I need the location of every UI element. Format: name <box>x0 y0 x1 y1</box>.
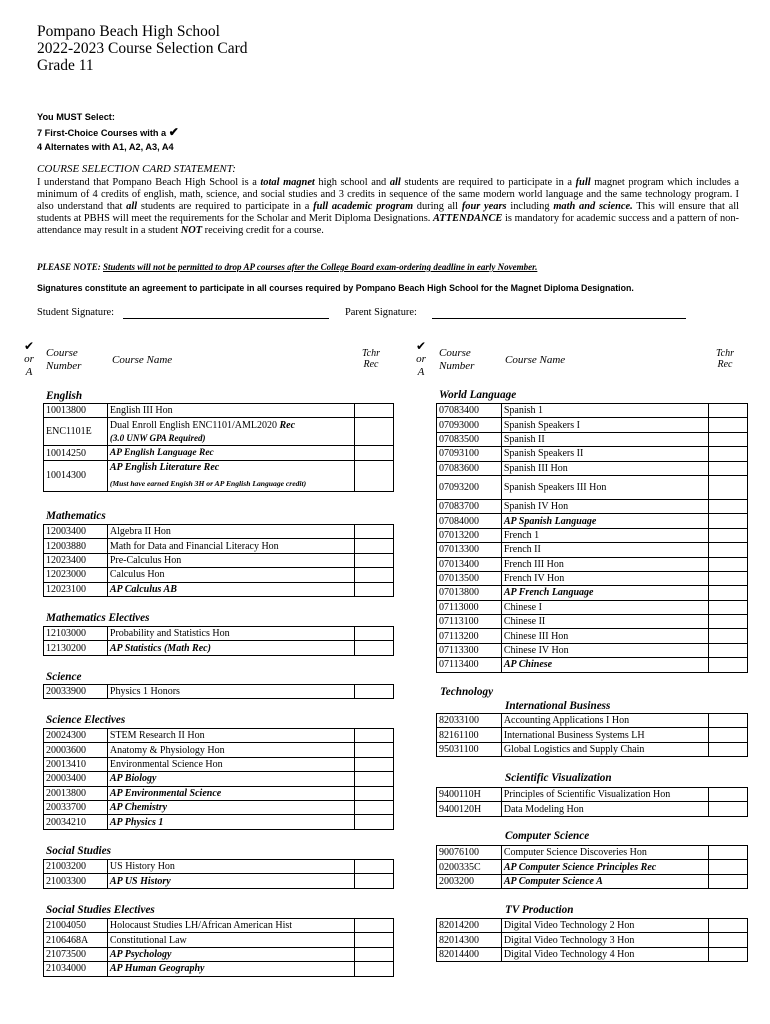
tchr-rec-cell[interactable] <box>355 539 394 553</box>
course-name: AP US History <box>107 874 354 888</box>
course-name: Data Modeling Hon <box>501 802 709 816</box>
course-name: Digital Video Technology 4 Hon <box>501 947 708 961</box>
table-row[interactable] <box>44 947 394 961</box>
tchr-rec-cell[interactable] <box>355 568 394 582</box>
course-name: AP Computer Science A <box>501 874 709 888</box>
course-number: 20013800 <box>44 786 108 800</box>
course-number: 82033100 <box>437 714 502 728</box>
first-choice-line: 7 First-Choice Courses with a ✔ <box>37 124 179 139</box>
course-number: 82014300 <box>437 933 502 947</box>
student-signature-line[interactable] <box>123 318 329 319</box>
tchr-rec-cell[interactable] <box>709 600 748 614</box>
tchr-rec-cell[interactable] <box>355 729 394 743</box>
table-row[interactable] <box>437 714 748 728</box>
course-number: 12130200 <box>44 641 108 655</box>
course-number: 0200335C <box>437 860 502 874</box>
left-check-header: ✔ or A <box>23 339 35 378</box>
course-name: Digital Video Technology 2 Hon <box>501 919 708 933</box>
tchr-rec-cell[interactable] <box>355 933 394 947</box>
table-row[interactable] <box>437 418 748 432</box>
table-row[interactable] <box>44 800 394 814</box>
table-row[interactable] <box>44 460 394 491</box>
tchr-rec-cell[interactable] <box>709 418 748 432</box>
please-note: PLEASE NOTE: Students will not be permitted to drop AP courses after the College Board exam-ordering deadline in early November. <box>37 262 538 272</box>
course-number: 07113200 <box>437 629 502 643</box>
tchr-rec-cell[interactable] <box>709 447 748 461</box>
course-number: 12003880 <box>44 539 108 553</box>
table-row[interactable] <box>44 815 394 829</box>
table-row[interactable] <box>437 571 748 585</box>
tchr-rec-cell[interactable] <box>709 475 748 499</box>
course-number: 07084000 <box>437 514 502 528</box>
course-number: 90076100 <box>437 846 502 860</box>
table-row[interactable] <box>437 742 748 756</box>
table-row[interactable] <box>437 846 748 860</box>
left-course-number-header: Course Number <box>46 347 82 372</box>
course-number: 2003200 <box>437 874 502 888</box>
social-studies-table <box>43 859 394 889</box>
course-name: Holocaust Studies LH/African American Hist <box>107 919 354 933</box>
tchr-rec-cell[interactable] <box>709 742 748 756</box>
course-name: AP Biology <box>107 772 354 786</box>
course-name: Environmental Science Hon <box>107 757 354 771</box>
tchr-rec-cell[interactable] <box>355 553 394 567</box>
tchr-rec-cell[interactable] <box>355 919 394 933</box>
course-name: US History Hon <box>107 860 354 874</box>
section-english: English <box>46 390 83 402</box>
computer-science-table <box>436 845 748 889</box>
section-math-electives: Mathematics Electives <box>46 612 150 624</box>
tchr-rec-cell[interactable] <box>355 404 394 418</box>
tchr-rec-cell[interactable] <box>355 772 394 786</box>
tchr-rec-cell[interactable] <box>355 860 394 874</box>
table-row[interactable] <box>437 860 748 874</box>
table-row[interactable] <box>437 947 748 961</box>
course-number: 07013800 <box>437 586 502 600</box>
table-row[interactable] <box>437 557 748 571</box>
table-row[interactable] <box>44 641 394 655</box>
tchr-rec-cell[interactable] <box>709 557 748 571</box>
course-name: AP Chinese <box>501 658 708 672</box>
course-number: 07083700 <box>437 499 502 513</box>
tchr-rec-cell[interactable] <box>709 714 748 728</box>
grade-label: Grade 11 <box>37 57 94 74</box>
table-row[interactable] <box>44 860 394 874</box>
tv-production-table <box>436 918 748 962</box>
table-row[interactable] <box>437 586 748 600</box>
tchr-rec-cell[interactable] <box>355 874 394 888</box>
table-row[interactable] <box>44 446 394 460</box>
course-number: 21003300 <box>44 874 108 888</box>
course-name: STEM Research II Hon <box>107 729 354 743</box>
tchr-rec-cell[interactable] <box>355 582 394 596</box>
table-row[interactable] <box>437 600 748 614</box>
check-icon: ✔ <box>415 339 427 353</box>
table-row[interactable] <box>437 658 748 672</box>
course-number: 12023400 <box>44 553 108 567</box>
school-name: Pompano Beach High School <box>37 23 220 40</box>
course-number: ENC1101E <box>44 418 108 446</box>
course-name: Chinese III Hon <box>501 629 708 643</box>
tchr-rec-cell[interactable] <box>709 802 748 816</box>
course-name: Global Logistics and Supply Chain <box>501 742 708 756</box>
course-name: Physics 1 Honors <box>107 685 354 699</box>
tchr-rec-cell[interactable] <box>709 543 748 557</box>
course-name: Chinese IV Hon <box>501 643 708 657</box>
section-mathematics: Mathematics <box>46 510 106 522</box>
table-row[interactable] <box>44 418 394 446</box>
tchr-rec-cell[interactable] <box>709 432 748 446</box>
tchr-rec-cell[interactable] <box>355 460 394 491</box>
course-name: Digital Video Technology 3 Hon <box>501 933 708 947</box>
tchr-rec-cell[interactable] <box>709 615 748 629</box>
course-name: French III Hon <box>501 557 708 571</box>
tchr-rec-cell[interactable] <box>709 514 748 528</box>
course-number: 10014250 <box>44 446 108 460</box>
tchr-rec-cell[interactable] <box>709 658 748 672</box>
title-block <box>37 23 248 74</box>
course-number: 07113400 <box>437 658 502 672</box>
tchr-rec-cell[interactable] <box>709 947 748 961</box>
course-number: 20034210 <box>44 815 108 829</box>
course-name: AP Environmental Science <box>107 786 354 800</box>
tchr-rec-cell[interactable] <box>355 815 394 829</box>
table-row[interactable] <box>437 643 748 657</box>
course-number: 21004050 <box>44 919 108 933</box>
course-name: AP Calculus AB <box>107 582 354 596</box>
course-name: AP Chemistry <box>107 800 354 814</box>
check-icon: ✔ <box>23 339 35 353</box>
section-science-electives: Science Electives <box>46 714 126 726</box>
course-number: 07113100 <box>437 615 502 629</box>
tchr-rec-cell[interactable] <box>709 643 748 657</box>
tchr-rec-cell[interactable] <box>709 629 748 643</box>
course-name: Anatomy & Physiology Hon <box>107 743 354 757</box>
course-name: French 1 <box>501 528 708 542</box>
course-number: 07013300 <box>437 543 502 557</box>
course-number: 07093100 <box>437 447 502 461</box>
tchr-rec-cell[interactable] <box>709 586 748 600</box>
course-name: International Business Systems LH <box>501 728 708 742</box>
right-course-name-header: Course Name <box>505 354 566 366</box>
tchr-rec-cell[interactable] <box>355 786 394 800</box>
table-row[interactable] <box>437 728 748 742</box>
table-row[interactable] <box>437 933 748 947</box>
course-number: 20024300 <box>44 729 108 743</box>
course-name: Spanish III Hon <box>501 461 708 475</box>
course-number: 9400120H <box>437 802 502 816</box>
course-number: 20033700 <box>44 800 108 814</box>
course-number: 95031100 <box>437 742 502 756</box>
course-number: 10013800 <box>44 404 108 418</box>
selection-instructions <box>37 110 179 155</box>
tchr-rec-cell[interactable] <box>709 499 748 513</box>
table-row[interactable] <box>437 475 748 499</box>
course-name: Constitutional Law <box>107 933 354 947</box>
course-number: 12023100 <box>44 582 108 596</box>
tchr-rec-cell[interactable] <box>355 627 394 641</box>
table-row[interactable] <box>44 933 394 947</box>
table-row[interactable] <box>44 568 394 582</box>
table-row[interactable] <box>44 553 394 567</box>
course-name: Spanish II <box>501 432 708 446</box>
tchr-rec-cell[interactable] <box>355 525 394 539</box>
course-name: AP English Language Rec <box>107 446 355 460</box>
agreement-text: Signatures constitute an agreement to participate in all courses required by Pompano Beach High School for the Magnet Diploma Designation. <box>37 283 634 293</box>
course-number: 82014200 <box>437 919 502 933</box>
tchr-rec-cell[interactable] <box>709 528 748 542</box>
course-number: 10014300 <box>44 460 108 491</box>
table-row[interactable] <box>437 788 748 802</box>
student-signature-label: Student Signature: <box>37 307 115 318</box>
course-number: 07013500 <box>437 571 502 585</box>
parent-signature-label: Parent Signature: <box>345 307 417 318</box>
tchr-rec-cell[interactable] <box>709 860 748 874</box>
table-row[interactable] <box>437 528 748 542</box>
sci-vis-table <box>436 787 748 817</box>
table-row[interactable] <box>437 432 748 446</box>
table-row[interactable] <box>44 874 394 888</box>
table-row[interactable] <box>437 499 748 513</box>
course-number: 82161100 <box>437 728 502 742</box>
table-row[interactable] <box>437 615 748 629</box>
course-number: 2106468A <box>44 933 108 947</box>
tchr-rec-cell[interactable] <box>355 418 394 446</box>
table-row[interactable] <box>437 874 748 888</box>
must-select: You MUST Select: <box>37 112 115 122</box>
left-course-name-header: Course Name <box>112 354 173 366</box>
course-name: Chinese I <box>501 600 708 614</box>
course-name: AP Physics 1 <box>107 815 354 829</box>
tchr-rec-cell[interactable] <box>709 404 748 418</box>
checkmark-icon: ✔ <box>168 124 179 139</box>
tchr-rec-cell[interactable] <box>355 446 394 460</box>
course-name: AP French Language <box>501 586 708 600</box>
course-name: Spanish Speakers II <box>501 447 708 461</box>
table-row[interactable] <box>437 629 748 643</box>
right-tchr-rec-header: Tchr Rec <box>716 348 734 370</box>
tchr-rec-cell[interactable] <box>355 757 394 771</box>
tchr-rec-cell[interactable] <box>355 962 394 976</box>
course-number: 07113300 <box>437 643 502 657</box>
tchr-rec-cell[interactable] <box>355 800 394 814</box>
right-course-number-header: Course Number <box>439 347 475 372</box>
math-electives-table <box>43 626 394 656</box>
table-row[interactable] <box>44 757 394 771</box>
statement-heading: COURSE SELECTION CARD STATEMENT: <box>37 163 236 175</box>
science-table <box>43 684 394 699</box>
table-row[interactable] <box>44 627 394 641</box>
section-technology: Technology <box>440 686 494 698</box>
right-check-header: ✔ or A <box>415 339 427 378</box>
tchr-rec-cell[interactable] <box>709 728 748 742</box>
table-row[interactable] <box>437 514 748 528</box>
course-number: 07093000 <box>437 418 502 432</box>
card-title: 2022-2023 Course Selection Card <box>37 40 248 57</box>
alternates-line: 4 Alternates with A1, A2, A3, A4 <box>37 142 174 152</box>
left-tchr-rec-header: Tchr Rec <box>362 348 380 370</box>
course-name: Pre-Calculus Hon <box>107 553 354 567</box>
section-scientific-visualization: Scientific Visualization <box>505 772 612 784</box>
tchr-rec-cell[interactable] <box>355 743 394 757</box>
tchr-rec-cell[interactable] <box>355 947 394 961</box>
world-language-table <box>436 403 748 673</box>
course-number: 20003400 <box>44 772 108 786</box>
course-number: 07013400 <box>437 557 502 571</box>
english-table <box>43 403 394 492</box>
science-electives-table <box>43 728 394 830</box>
table-row[interactable] <box>44 582 394 596</box>
math-table <box>43 524 394 597</box>
course-name: AP Human Geography <box>107 962 354 976</box>
section-social-studies: Social Studies <box>46 845 111 857</box>
course-number: 07083400 <box>437 404 502 418</box>
section-world-language: World Language <box>439 389 517 401</box>
course-number: 12003400 <box>44 525 108 539</box>
course-name: Computer Science Discoveries Hon <box>501 846 709 860</box>
tchr-rec-cell[interactable] <box>709 919 748 933</box>
course-name: Chinese II <box>501 615 708 629</box>
course-name: Accounting Applications I Hon <box>501 714 708 728</box>
section-tv-production: TV Production <box>505 904 574 916</box>
section-international-business: International Business <box>505 700 611 712</box>
course-number: 12103000 <box>44 627 108 641</box>
course-name: AP English Literature Rec (Must have earned Engish 3H or AP English Language credit) <box>107 460 355 491</box>
course-name: AP Statistics (Math Rec) <box>107 641 354 655</box>
course-name: Principles of Scientific Visualization Hon <box>501 788 709 802</box>
course-number: 9400110H <box>437 788 502 802</box>
section-computer-science: Computer Science <box>505 830 590 842</box>
table-row[interactable] <box>437 543 748 557</box>
course-number: 82014400 <box>437 947 502 961</box>
course-number: 20003600 <box>44 743 108 757</box>
table-row[interactable] <box>437 404 748 418</box>
table-row[interactable] <box>44 539 394 553</box>
course-name: Algebra II Hon <box>107 525 354 539</box>
course-name: Spanish 1 <box>501 404 708 418</box>
table-row[interactable] <box>44 729 394 743</box>
tchr-rec-cell[interactable] <box>709 461 748 475</box>
table-row[interactable] <box>44 772 394 786</box>
course-name: French IV Hon <box>501 571 708 585</box>
course-number: 21034000 <box>44 962 108 976</box>
course-name: AP Spanish Language <box>501 514 708 528</box>
course-name: Dual Enroll English ENC1101/AML2020 Rec (3.0 UNW GPA Required) <box>107 418 355 446</box>
tchr-rec-cell[interactable] <box>709 933 748 947</box>
tchr-rec-cell[interactable] <box>355 685 394 699</box>
course-number: 07113000 <box>437 600 502 614</box>
table-row[interactable] <box>44 962 394 976</box>
section-social-electives: Social Studies Electives <box>46 904 155 916</box>
course-name: AP Psychology <box>107 947 354 961</box>
course-number: 07093200 <box>437 475 502 499</box>
course-number: 07013200 <box>437 528 502 542</box>
intl-business-table <box>436 713 748 757</box>
course-name: English III Hon <box>107 404 355 418</box>
course-name: Probability and Statistics Hon <box>107 627 354 641</box>
section-science: Science <box>46 671 82 683</box>
course-number: 21073500 <box>44 947 108 961</box>
course-number: 21003200 <box>44 860 108 874</box>
statement-text: I understand that Pompano Beach High School is a total magnet high school and all students are required to participate in a full magnet program which includes a minimum of 4 credits of english, math, science, and social studies and 3 credits in sequence of the same modern world language and the same technology program. I also understand that all students are required to participate in a full academic program during all four years including math and science. This will ensure that all students at PBHS will meet the requirements for the Scholar and Merit Diploma Designations. ATTENDANCE is mandatory for academic success and a pattern of non-attendance may result in a student NOT receiving credit for a course. <box>37 177 740 236</box>
course-name: AP Computer Science Principles Rec <box>501 860 709 874</box>
course-name: French II <box>501 543 708 557</box>
table-row[interactable] <box>44 404 394 418</box>
table-row[interactable] <box>437 802 748 816</box>
course-name: Spanish Speakers I <box>501 418 708 432</box>
course-number: 12023000 <box>44 568 108 582</box>
table-row[interactable] <box>44 525 394 539</box>
course-number: 07083500 <box>437 432 502 446</box>
course-number: 20033900 <box>44 685 108 699</box>
tchr-rec-cell[interactable] <box>709 571 748 585</box>
tchr-rec-cell[interactable] <box>709 874 748 888</box>
tchr-rec-cell[interactable] <box>709 788 748 802</box>
course-number: 20013410 <box>44 757 108 771</box>
table-row[interactable] <box>437 919 748 933</box>
parent-signature-line[interactable] <box>432 318 686 319</box>
course-name: Spanish IV Hon <box>501 499 708 513</box>
table-row[interactable] <box>44 743 394 757</box>
course-name: Math for Data and Financial Literacy Hon <box>107 539 354 553</box>
tchr-rec-cell[interactable] <box>709 846 748 860</box>
table-row[interactable] <box>437 447 748 461</box>
table-row[interactable] <box>44 919 394 933</box>
table-row[interactable] <box>44 786 394 800</box>
course-name: Calculus Hon <box>107 568 354 582</box>
social-electives-table <box>43 918 394 977</box>
course-name: Spanish Speakers III Hon <box>501 475 708 499</box>
table-row[interactable] <box>437 461 748 475</box>
course-number: 07083600 <box>437 461 502 475</box>
table-row[interactable] <box>44 685 394 699</box>
tchr-rec-cell[interactable] <box>355 641 394 655</box>
